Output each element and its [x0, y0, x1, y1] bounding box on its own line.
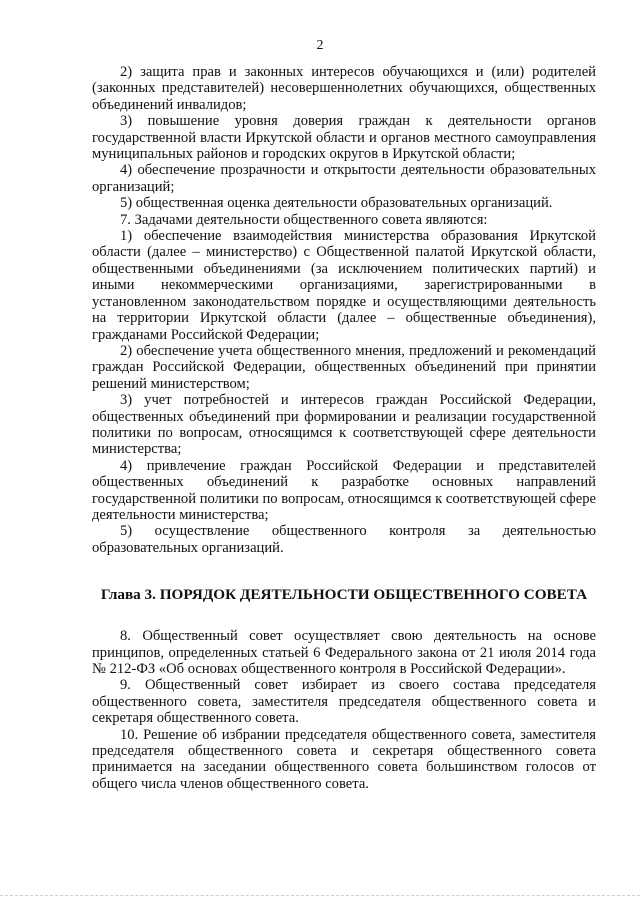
paragraph-7-tasks: 7. Задачами деятельности общественного совета являются: [120, 211, 488, 228]
footer-divider [0, 895, 640, 897]
paragraph-5-assessment: 5) общественная оценка деятельности образовательных организаций. [120, 195, 553, 212]
paragraph-9-election: 9. Общественный совет избирает из своего состава председателя общественного совета, заместителя председателя общественного совета и секретаря общественного совета. [92, 677, 596, 727]
paragraph-3-trust: 3) повышение уровня доверия граждан к деятельности органов государственной власти Иркутской области и органов местного самоуправления муниципальных районов и городских округов в Иркутской области; [92, 113, 596, 163]
document-body [92, 64, 596, 792]
paragraph-4-transparency: 4) обеспечение прозрачности и открытости деятельности образовательных организаций; [92, 162, 596, 195]
chapter-heading: Глава 3. ПОРЯДОК ДЕЯТЕЛЬНОСТИ ОБЩЕСТВЕННОГО СОВЕТА [100, 586, 588, 604]
task-5-control: 5) осуществление общественного контроля за деятельностью образовательных организаций. [92, 523, 596, 556]
page-number: 2 [316, 38, 324, 53]
task-2-opinion: 2) обеспечение учета общественного мнения, предложений и рекомендаций граждан Российской Федерации, общественных объединений при принятии решений министерством; [92, 342, 596, 392]
paragraph-8-principles: 8. Общественный совет осуществляет свою деятельность на основе принципов, определенных статьей 6 Федерального закона от 21 июля 2014 года № 212-ФЗ «Об основах общественного контроля в Российской Федерации». [92, 628, 596, 677]
paragraph-2-protection: 2) защита прав и законных интересов обучающихся и (или) родителей (законных представителей) несовершеннолетних обучающихся, общественных объединений инвалидов; [92, 64, 596, 113]
paragraph-10-decision: 10. Решение об избрании председателя общественного совета, заместителя председателя общественного совета и секретаря общественного совета принимается на заседании общественного совета большинством голосов от общего числа членов общественного совета. [92, 726, 596, 792]
task-4-involvement: 4) привлечение граждан Российской Федерации и представителей общественных объединений к разработке основных направлений государственной политики по вопросам, относящимся к соответствующей сфере деятельности министерства; [92, 457, 596, 523]
task-3-needs: 3) учет потребностей и интересов граждан Российской Федерации, общественных объединений при формировании и реализации государственной политики по вопросам, относящимся к соответствующей сфере деятельности министерства; [92, 392, 596, 458]
task-1-interaction: 1) обеспечение взаимодействия министерства образования Иркутской области (далее – министерство) с Общественной палатой Иркутской области, общественными объединениями (за исключением политических партий) и иными некоммерческими организациями, зарегистрированными в установленном законодательством порядке и осуществляющими деятельность на территории Иркутской области (далее – общественные объединения), гражданами Российской Федерации; [92, 228, 596, 343]
